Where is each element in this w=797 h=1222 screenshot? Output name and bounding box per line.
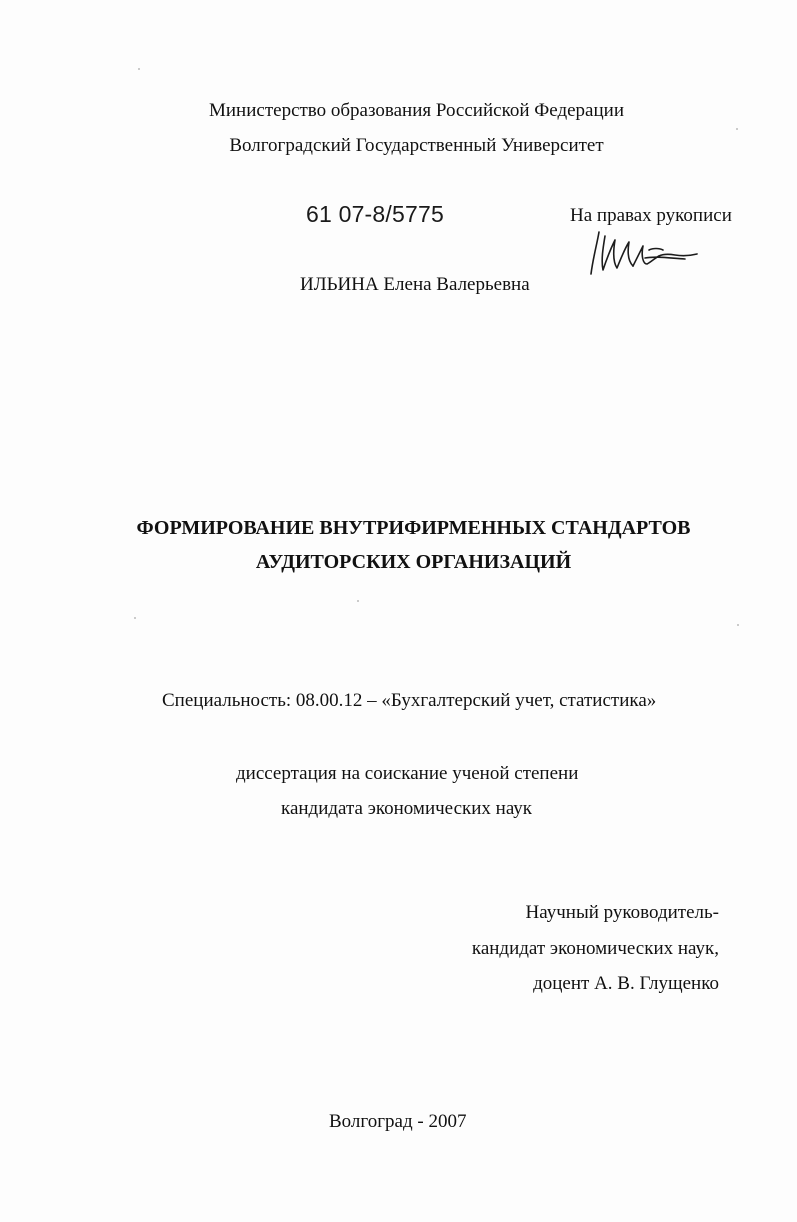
archive-code: 61 07-8/5775 — [306, 201, 444, 227]
supervisor-role: Научный руководитель- — [525, 902, 719, 923]
supervisor-degree: кандидат экономических наук, — [471, 938, 719, 959]
handwritten-signature-icon — [585, 228, 700, 280]
scan-speck — [134, 617, 136, 619]
university-name: Волгоградский Государственный Университет — [229, 135, 604, 156]
degree-line-2: кандидата экономических наук — [281, 798, 533, 819]
city-year: Волгоград - 2007 — [329, 1111, 467, 1132]
scan-speck — [737, 624, 739, 626]
degree-line-1: диссертация на соискание ученой степени — [236, 763, 579, 784]
dissertation-title-line-1: ФОРМИРОВАНИЕ ВНУТРИФИРМЕННЫХ СТАНДАРТОВ — [136, 517, 691, 539]
scan-speck — [357, 600, 359, 602]
supervisor-name: доцент А. В. Глущенко — [533, 973, 719, 994]
author-name: ИЛЬИНА Елена Валерьевна — [300, 274, 530, 295]
specialty: Специальность: 08.00.12 – «Бухгалтерский учет, статистика» — [162, 690, 657, 711]
rights-note: На правах рукописи — [570, 205, 732, 226]
scan-speck — [138, 68, 140, 70]
dissertation-title-line-2: АУДИТОРСКИХ ОРГАНИЗАЦИЙ — [255, 551, 572, 573]
scan-speck — [736, 128, 738, 130]
ministry-name: Министерство образования Российской Федерации — [209, 100, 624, 121]
